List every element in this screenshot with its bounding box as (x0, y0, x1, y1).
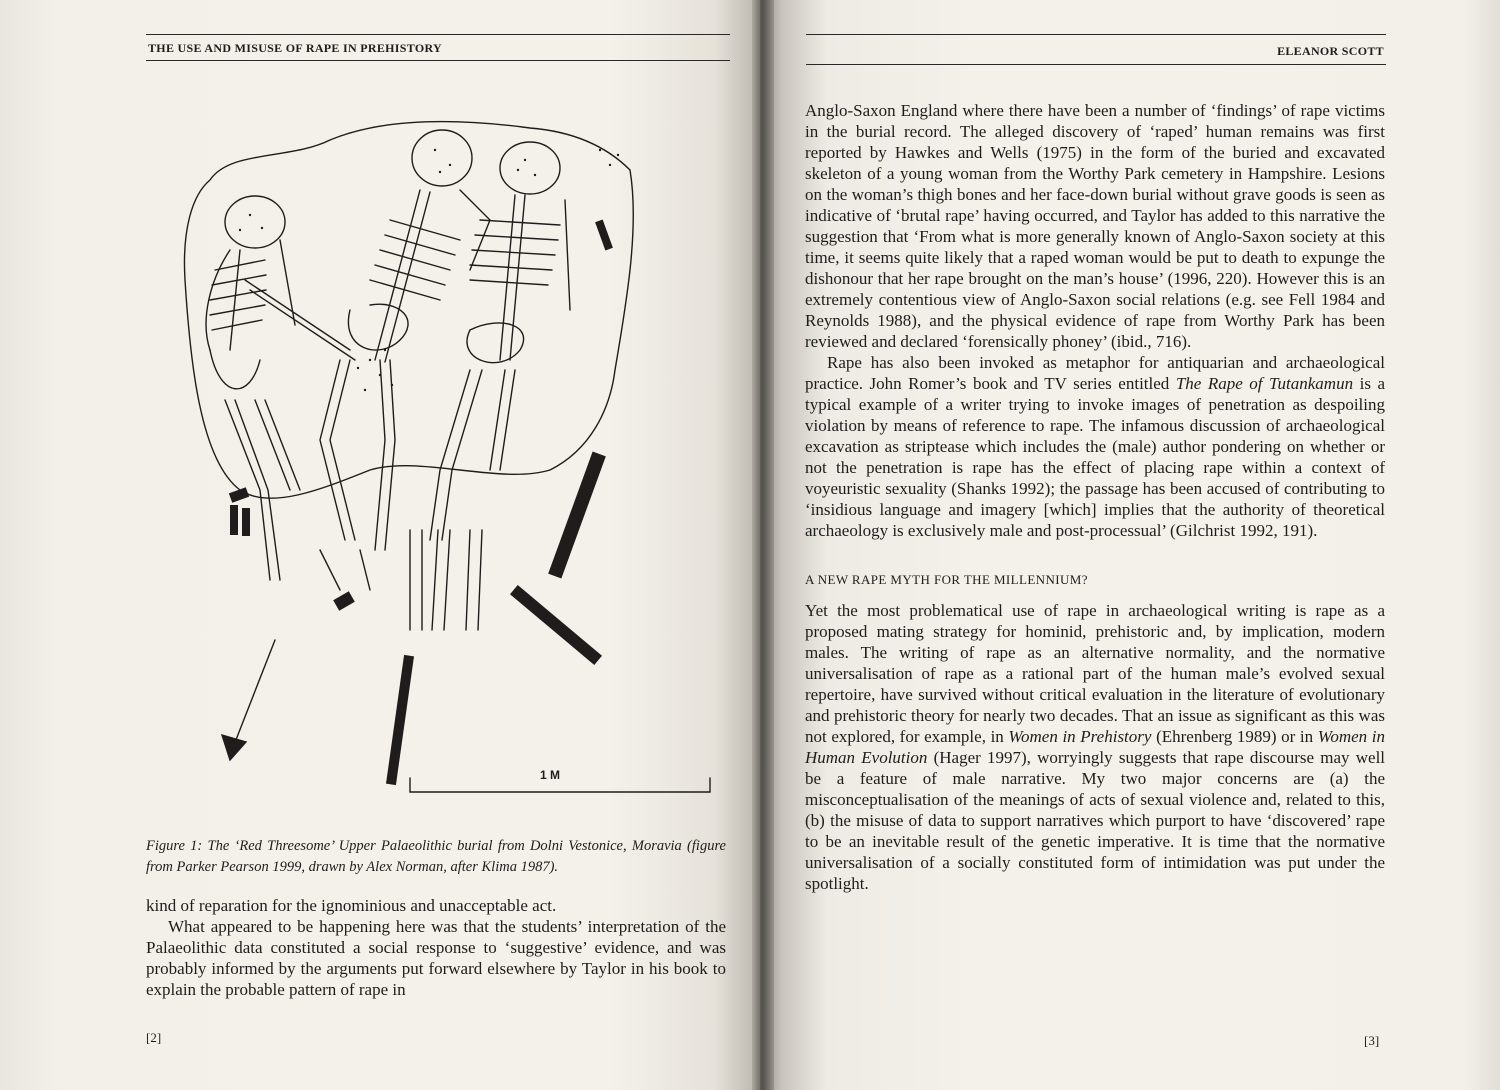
right-paragraph-3 (805, 600, 1385, 894)
lower-long-bones (320, 530, 482, 630)
right-body-text (805, 100, 1385, 894)
paragraph-2-text-b: is a typical example of a writer trying to invoke images of penetration as despoiling violation by means of reference to rape. The infamous discussion of archaeological excavation as striptease which includes the (male) author pondering on whether or not the penetration is rape has the effect of placing rape within a context of voyeuristic sexuality (Shanks 1992); the passage has been accused of contributing to ‘insidious language and imagery [which] implies that the authority of theoretical archaeology is exclusively male and post-processual’ (Gilchrist 1992, 191). (805, 374, 1385, 540)
skull-right (500, 142, 560, 194)
book-title-women-in-prehistory: Women in Prehistory (1008, 727, 1152, 746)
left-body-text (146, 895, 726, 1000)
figure-caption: Figure 1: The ‘Red Threesome’ Upper Palaeolithic burial from Dolni Vestonice, Moravia (figure from Parker Pearson 1999, drawn by Alex Norman, after Klima 1987). (146, 838, 726, 875)
running-head-left: THE USE AND MISUSE OF RAPE IN PREHISTORY (148, 41, 442, 55)
paragraph-3-text-c: (Hager 1997), worryingly suggests that rape discourse may well be a feature of male narrative. My two major concerns are (a) the misconceptualisation of the meanings of acts of sexual violence and, related to this, (b) the misuse of data to support narratives which purport to have ‘discovered’ rape to be an inevitable result of the genetic imperative. It is time that the normative universalisation of a socially constituted form of intimidation was put under the spotlight. (805, 748, 1386, 893)
running-head-right: ELEANOR SCOTT (1277, 44, 1384, 58)
left-paragraph-2: What appeared to be happening here was that the students’ interpretation of the Palaeolithic data constituted a social response to ‘suggestive’ evidence, and was probably informed by the arguments put forward elsewhere by Taylor in his book to explain the probable pattern of rape in (146, 917, 726, 999)
skeleton-left (206, 240, 355, 580)
skeleton-middle (320, 190, 490, 550)
paragraph-2-text-a: Rape has also been invoked as metaphor for antiquarian and archaeological practice. John Romer’s book and TV series entitled (805, 353, 1385, 393)
right-paragraph-1: Anglo-Saxon England where there have been a number of ‘findings’ of rape victims in the burial record. The alleged discovery of ‘raped’ human remains was first reported by Hawkes and Wells (1975) in the form of the buried and excavated skeleton of a young woman from the Worthy Park cemetery in Hampshire. Lesions on the woman’s thigh bones and her face-down burial without grave goods is seen as indicative of ‘brutal rape’ having occurred, and Taylor has added to this narrative the suggestion that ‘From what is more generally known of Anglo-Saxon society at this time, it seems quite likely that a raped woman would be put to death to expunge the dishonour that her rape brought on the man’s house’ (1996, 220). However this is an extremely contentious view of Anglo-Saxon social relations (e.g. see Fell 1984 and Reynolds 1988), and the physical evidence of rape from Worthy Park has been reviewed and declared ‘forensically phoney’ (ibid., 716). (805, 101, 1385, 351)
paragraph-3-text-b: (Ehrenberg 1989) or in (1151, 727, 1318, 746)
header-bottom-rule (146, 60, 730, 61)
skull-middle (412, 130, 472, 186)
header-top-rule (146, 34, 730, 35)
section-heading: A NEW RAPE MYTH FOR THE MILLENNIUM? (805, 572, 1088, 587)
header-top-rule-right (806, 34, 1386, 35)
right-paragraph-2 (805, 352, 1385, 541)
paragraph-3-text-a: Yet the most problematical use of rape in archaeological writing is rape as a proposed mating strategy for hominid, prehistoric and, by implication, modern males. The writing of rape as an alternative normality, and the normative universalisation of rape as a rational part of the human male’s evolved sexual repertoire, have survived without critical evaluation in the literature of evolutionary and prehistoric theory for nearly two decades. That an issue as significant as this was not explored, for example, in (805, 601, 1385, 746)
burial-figure (170, 110, 730, 800)
book-title-rape-of-tutankamun: The Rape of Tutankamun (1175, 374, 1354, 393)
book-gutter (752, 0, 774, 1090)
grave-outline (184, 121, 633, 498)
skeleton-right (430, 195, 570, 540)
scale-label: 1 M (540, 768, 561, 782)
dark-bones (229, 220, 613, 786)
left-paragraph-1: kind of reparation for the ignominious and unacceptable act. (146, 896, 557, 915)
header-bottom-rule-right (806, 64, 1386, 65)
book-title-women-in-human-evolution: Women in Human Evolution (805, 727, 1385, 767)
stippling (239, 149, 619, 391)
page-number-left: [2] (146, 1030, 162, 1045)
page-number-right: [3] (1364, 1033, 1380, 1048)
skull-left (225, 196, 285, 248)
north-arrow-icon (222, 640, 275, 760)
burial-drawing (170, 110, 730, 800)
